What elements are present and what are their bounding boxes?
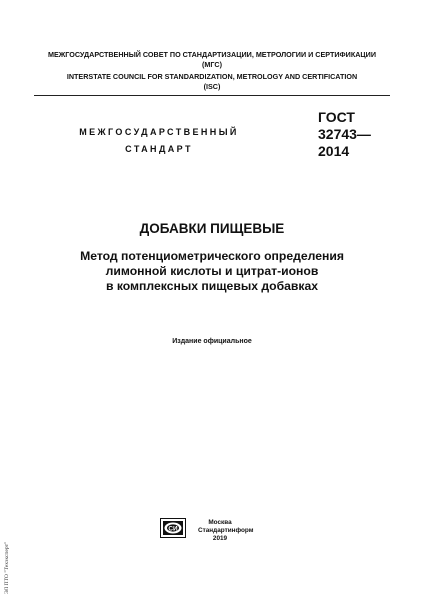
publisher-year: 2019 (212, 535, 228, 542)
subtitle-line1: Метод потенциометрического определения (80, 249, 344, 263)
standard-type-line1: МЕЖГОСУДАРСТВЕННЫЙ (79, 127, 239, 137)
standard-type (34, 124, 284, 158)
council-name-en-line1: INTERSTATE COUNCIL FOR STANDARDIZATION, METROLOGY AND CERTIFICATION (66, 72, 358, 81)
publisher-name: Стандартинформ (198, 527, 254, 534)
council-abbr-ru: (МГС) (202, 60, 222, 69)
subtitle-line2: лимонной кислоты и цитрат-ионов (105, 264, 319, 278)
council-name-ru-line1: МЕЖГОСУДАРСТВЕННЫЙ СОВЕТ ПО СТАНДАРТИЗАЦИИ, МЕТРОЛОГИИ И СЕРТИФИКАЦИИ (47, 50, 377, 59)
gost-designation (318, 109, 371, 160)
council-name-ru (34, 50, 390, 70)
gost-year: 2014 (318, 143, 350, 159)
document-title: ДОБАВКИ ПИЩЕВЫЕ (139, 221, 285, 236)
standard-type-line2: СТАНДАРТ (125, 144, 193, 154)
header-rule (34, 95, 390, 96)
council-name-en (34, 72, 390, 92)
council-abbr-en: (ISC) (203, 82, 221, 91)
edition-label: Издание официальное (172, 338, 252, 345)
gost-prefix: ГОСТ (318, 109, 355, 125)
document-subtitle (34, 249, 390, 294)
logo-graphic (160, 518, 186, 538)
standartinform-logo-icon (160, 518, 186, 538)
publisher-info (198, 519, 254, 543)
logo-text: СИ (168, 525, 178, 533)
side-stamp: ЭЛ ПТО "Техэксперт" (4, 541, 10, 594)
gost-number: 32743— (318, 126, 371, 142)
publisher-city: Москва (208, 519, 232, 526)
subtitle-line3: в комплексных пищевых добавках (105, 279, 319, 293)
